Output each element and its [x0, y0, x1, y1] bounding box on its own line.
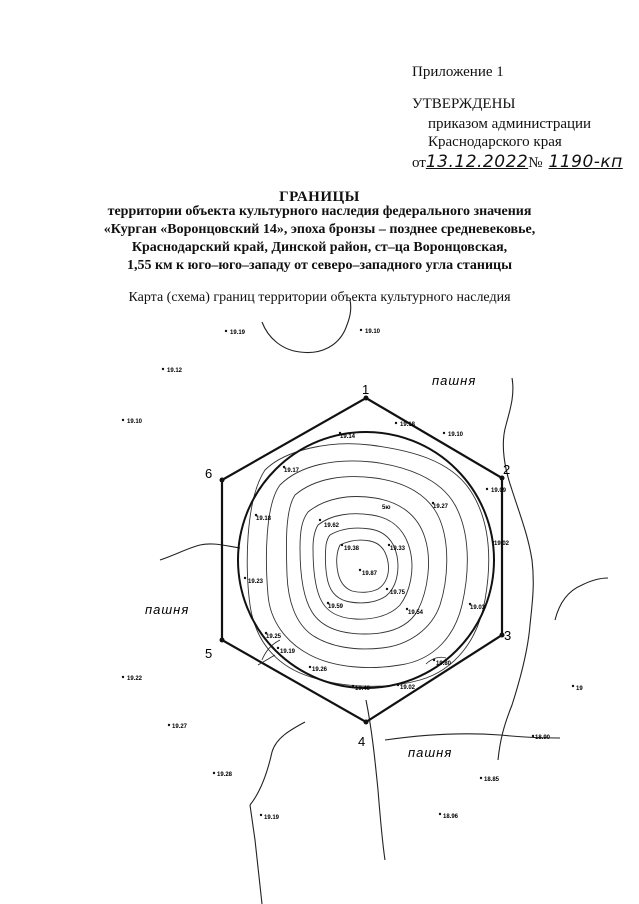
elev-label: 19.62 [324, 523, 340, 529]
elev-label: 19.75 [390, 590, 406, 596]
boundary-hexagon [222, 398, 502, 722]
elev-label: 19.10 [365, 329, 381, 335]
number-sign: № [528, 155, 543, 171]
contour-label: 5ю [382, 505, 391, 511]
terrain-lines [160, 300, 608, 904]
doc-title: ГРАНИЦЫ [279, 189, 360, 205]
elev-label: 19.18 [256, 516, 272, 522]
elev-label: 19.10 [127, 419, 143, 425]
elev-label: 19.87 [362, 571, 378, 577]
elev-label: 19.19 [264, 815, 280, 821]
elev-label: 19.80 [436, 661, 452, 667]
vertex-label-3: 3 [504, 628, 512, 643]
elev-label: 19.09 [491, 488, 507, 494]
elev-label: 19.03 [470, 605, 486, 611]
vertex-label-5: 5 [205, 646, 213, 661]
elev-label: 19.25 [266, 634, 282, 640]
doc-subtitle-line-4: 1,55 км к юго–юго–западу от северо–западного угла станицы [126, 258, 513, 273]
doc-subtitle-line-1: территории объекта культурного наследия федерального значения [107, 204, 532, 219]
order-line-2: Краснодарского края [428, 134, 562, 150]
elevation-point-markers [122, 329, 574, 816]
doc-subtitle-line-2: «Курган «Воронцовский 14», эпоха бронзы – позднее средневековье, [103, 222, 536, 237]
date-prefix: от [412, 155, 426, 171]
elev-label: 19.27 [172, 724, 188, 730]
map-caption: Карта (схема) границ территории объекта культурного наследия [128, 290, 511, 305]
elev-label: 19.22 [127, 676, 143, 682]
vertex-label-4: 4 [358, 734, 366, 749]
elev-label: 19.27 [433, 504, 449, 510]
field-label-ne: пашня [432, 373, 477, 388]
doc-subtitle-line-3: Краснодарский край, Динской район, ст–ца Воронцовская, [131, 240, 508, 255]
elev-label: 19.19 [280, 649, 296, 655]
vertex-label-1: 1 [362, 382, 370, 397]
elev-label: 19.23 [248, 579, 264, 585]
elev-label: 19.14 [340, 434, 356, 440]
elev-label: 19.26 [312, 667, 328, 673]
elev-label: 19 [576, 686, 583, 692]
elev-label: 19.02 [400, 685, 416, 691]
elev-label: 19.12 [167, 368, 183, 374]
order-line-1: приказом администрации [428, 116, 592, 132]
territory-circle [238, 432, 494, 688]
elev-label: 18.96 [443, 814, 459, 820]
elev-label: 19.54 [408, 610, 424, 616]
field-label-w: пашня [145, 602, 190, 617]
elev-label: 19.18 [400, 422, 416, 428]
elev-label: 19.38 [344, 546, 360, 552]
elev-label: 19.19 [230, 330, 246, 336]
elev-label: 19.17 [284, 468, 300, 474]
elev-label: 19.59 [328, 604, 344, 610]
vertex-label-6: 6 [205, 466, 213, 481]
elevation-labels [127, 329, 583, 821]
vertex-dots [220, 396, 505, 725]
number-value: 1190-кп [548, 152, 623, 172]
elev-label: 18.90 [535, 735, 551, 741]
date-value: 13.12.2022 [425, 152, 529, 172]
approved-label: УТВЕРЖДЕНЫ [412, 96, 516, 112]
elev-label: 19.10 [448, 432, 464, 438]
elev-label: 18.85 [484, 777, 500, 783]
elev-label: 19.33 [390, 546, 406, 552]
elev-label: 19.40 [355, 686, 371, 692]
field-label-se: пашня [408, 745, 453, 760]
elev-label: 19.02 [494, 541, 510, 547]
elev-label: 19.28 [217, 772, 233, 778]
appendix-label: Приложение 1 [412, 64, 504, 80]
vertex-label-2: 2 [503, 462, 511, 477]
